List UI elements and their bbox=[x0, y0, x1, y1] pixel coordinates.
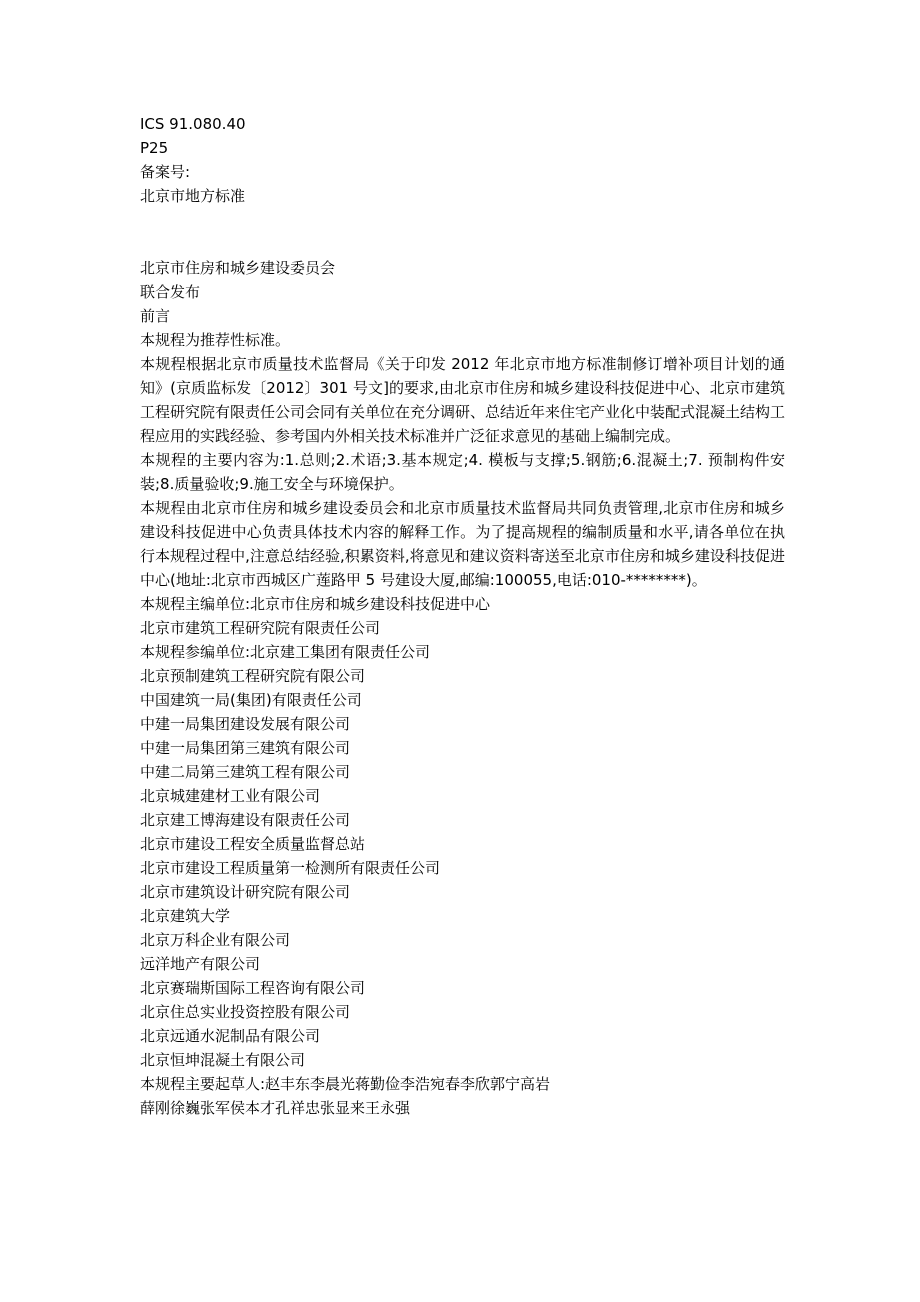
list-item: 北京预制建筑工程研究院有限公司 bbox=[140, 667, 366, 685]
list-item: 远洋地产有限公司 bbox=[140, 955, 261, 973]
list-item: 北京市建设工程质量第一检测所有限责任公司 bbox=[140, 859, 441, 877]
list-item: 北京赛瑞斯国际工程咨询有限公司 bbox=[140, 979, 366, 997]
issuer-publish: 联合发布 bbox=[140, 283, 201, 301]
foreword-paragraph-4: 本规程由北京市住房和城乡建设委员会和北京市质量技术监督局共同负责管理,北京市住房和城乡建设科技促进中心负责具体技术内容的解释工作。为了提高规程的编制质量和水平,请各单位在执行本规程过程中,注意总结经验,积累资料,将意见和建议资料寄送至北京市住房和城乡建设科技促进中心(地址:北京市西城区广莲路甲 5 号建设大厦,邮编:100055,电话:010-********)。 bbox=[140, 499, 785, 589]
organization-list bbox=[140, 592, 785, 1120]
list-item: 北京市建筑工程研究院有限责任公司 bbox=[140, 619, 381, 637]
list-item: 中建二局第三建筑工程有限公司 bbox=[140, 763, 351, 781]
list-item: 北京远通水泥制品有限公司 bbox=[140, 1027, 321, 1045]
foreword-paragraph-3: 本规程的主要内容为:1.总则;2.术语;3.基本规定;4. 模板与支撑;5.钢筋;6.混凝土;7. 预制构件安装;8.质量验收;9.施工安全与环境保护。 bbox=[140, 451, 785, 493]
list-item: 中建一局集团建设发展有限公司 bbox=[140, 715, 351, 733]
list-item: 北京城建建材工业有限公司 bbox=[140, 787, 321, 805]
list-item: 北京住总实业投资控股有限公司 bbox=[140, 1003, 351, 1021]
foreword-paragraph-2: 本规程根据北京市质量技术监督局《关于印发 2012 年北京市地方标准制修订增补项目计划的通知》(京质监标发〔2012〕301 号文]的要求,由北京市住房和城乡建设科技促进中心、北京市建筑工程研究院有限责任公司会同有关单位在充分调研、总结近年来住宅产业化中装配式混凝土结构工程应用的实践经验、参考国内外相关技术标准并广泛征求意见的基础上编制完成。 bbox=[140, 355, 786, 445]
drafters-line: 薛刚徐巍张军侯本才孔祥忠张显来王永强 bbox=[140, 1099, 411, 1117]
list-item: 中国建筑一局(集团)有限责任公司 bbox=[140, 691, 362, 709]
drafters-line: 本规程主要起草人:赵丰东李晨光蒋勤俭李浩宛春李欣郭宁高岩 bbox=[140, 1075, 551, 1093]
list-item: 本规程主编单位:北京市住房和城乡建设科技促进中心 bbox=[140, 595, 491, 613]
list-item: 北京市建设工程安全质量监督总站 bbox=[140, 835, 366, 853]
issuer-name: 北京市住房和城乡建设委员会 bbox=[140, 259, 336, 277]
foreword-paragraph-1: 本规程为推荐性标准。 bbox=[140, 331, 291, 349]
ics-code: ICS 91.080.40 bbox=[140, 115, 246, 133]
list-item: 北京建筑大学 bbox=[140, 907, 231, 925]
list-item: 北京市建筑设计研究院有限公司 bbox=[140, 883, 351, 901]
classification-code: P25 bbox=[140, 139, 169, 157]
document-page bbox=[140, 112, 785, 1120]
list-item: 北京建工博海建设有限责任公司 bbox=[140, 811, 351, 829]
standard-type: 北京市地方标准 bbox=[140, 187, 246, 205]
list-item: 北京恒坤混凝土有限公司 bbox=[140, 1051, 306, 1069]
list-item: 中建一局集团第三建筑有限公司 bbox=[140, 739, 351, 757]
list-item: 北京万科企业有限公司 bbox=[140, 931, 291, 949]
list-item: 本规程参编单位:北京建工集团有限责任公司 bbox=[140, 643, 431, 661]
record-number: 备案号: bbox=[140, 163, 191, 181]
spacer bbox=[140, 208, 785, 256]
foreword-title: 前言 bbox=[140, 307, 171, 325]
